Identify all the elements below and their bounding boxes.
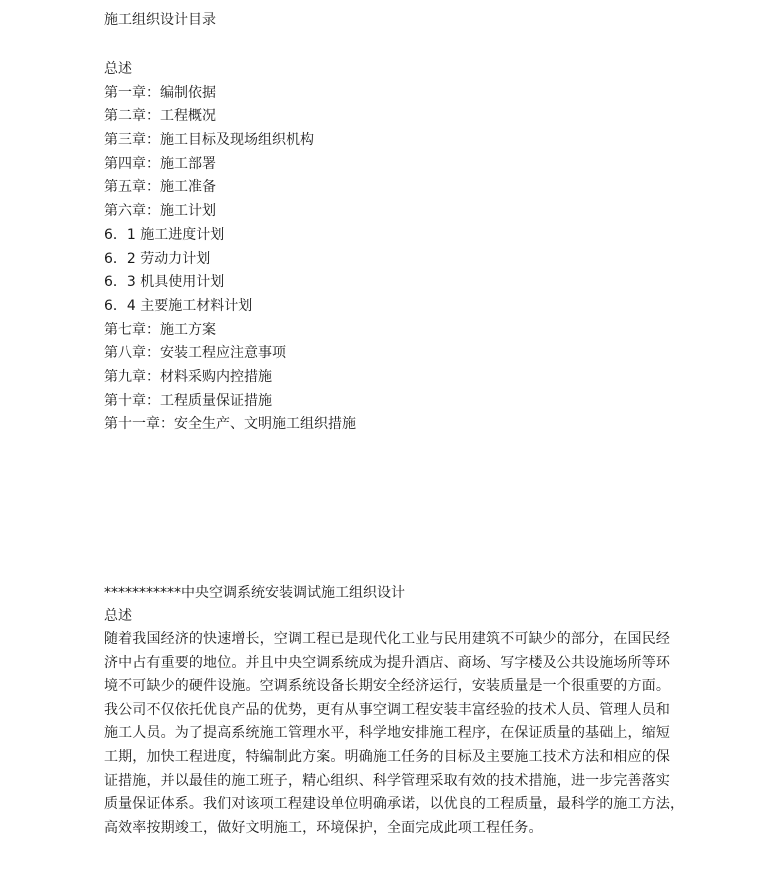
toc-item: 6．1 施工进度计划: [104, 226, 225, 243]
toc-item: 第四章：施工部署: [104, 155, 216, 172]
toc-item: 第十章：工程质量保证措施: [104, 392, 272, 409]
section-subheading: 总述: [104, 608, 132, 624]
toc-item: 第八章：安装工程应注意事项: [104, 345, 286, 362]
table-of-contents: [104, 58, 356, 437]
paragraph-line: 工期，加快工程进度，特编制此方案。明确施工任务的目标及主要施工技术方法和相应的保: [104, 748, 670, 765]
toc-item: 第五章：施工准备: [104, 179, 216, 196]
section-heading: ***********中央空调系统安装调试施工组织设计: [104, 585, 405, 601]
paragraph-line: 证措施，并以最佳的施工班子，精心组织、科学管理采取有效的技术措施，进一步完善落实: [104, 772, 670, 789]
paragraph-line: 我公司不仅依托优良产品的优势，更有从事空调工程安装丰富经验的技术人员、管理人员和: [104, 701, 670, 718]
paragraph-line: 质量保证体系。我们对该项工程建设单位明确承诺，以优良的工程质量，最科学的施工方法，: [104, 796, 685, 813]
toc-item: 第二章：工程概况: [104, 108, 216, 125]
toc-title: 施工组织设计目录: [104, 12, 216, 28]
toc-item: 第七章：施工方案: [104, 321, 216, 338]
toc-item: 第六章：施工计划: [104, 203, 216, 220]
paragraph-line: 济中占有重要的地位。并且中央空调系统成为提升酒店、商场、写字楼及公共设施场所等环: [104, 654, 670, 671]
toc-item: 第九章：材料采购内控措施: [104, 368, 272, 385]
toc-item: 6．3 机具使用计划: [104, 274, 225, 291]
overview-paragraph: [104, 628, 719, 840]
toc-item: 第三章：施工目标及现场组织机构: [104, 132, 314, 149]
paragraph-line: 施工人员。为了提高系统施工管理水平，科学地安排施工程序，在保证质量的基础上，缩短: [104, 725, 670, 742]
paragraph-line: 境不可缺少的硬件设施。空调系统设备长期安全经济运行，安装质量是一个很重要的方面。: [104, 678, 670, 695]
overview-section: [104, 582, 719, 840]
toc-item: 6．2 劳动力计划: [104, 250, 211, 267]
paragraph-line: 高效率按期竣工，做好文明施工，环境保护，全面完成此项工程任务。: [104, 819, 543, 836]
toc-item: 第一章：编制依据: [104, 84, 216, 101]
toc-item: 6．4 主要施工材料计划: [104, 297, 253, 314]
paragraph-line: 随着我国经济的快速增长，空调工程已是现代化工业与民用建筑不可缺少的部分，在国民经: [104, 631, 670, 647]
toc-item: 第十一章：安全生产、文明施工组织措施: [104, 416, 356, 433]
toc-item: 总述: [104, 61, 132, 77]
